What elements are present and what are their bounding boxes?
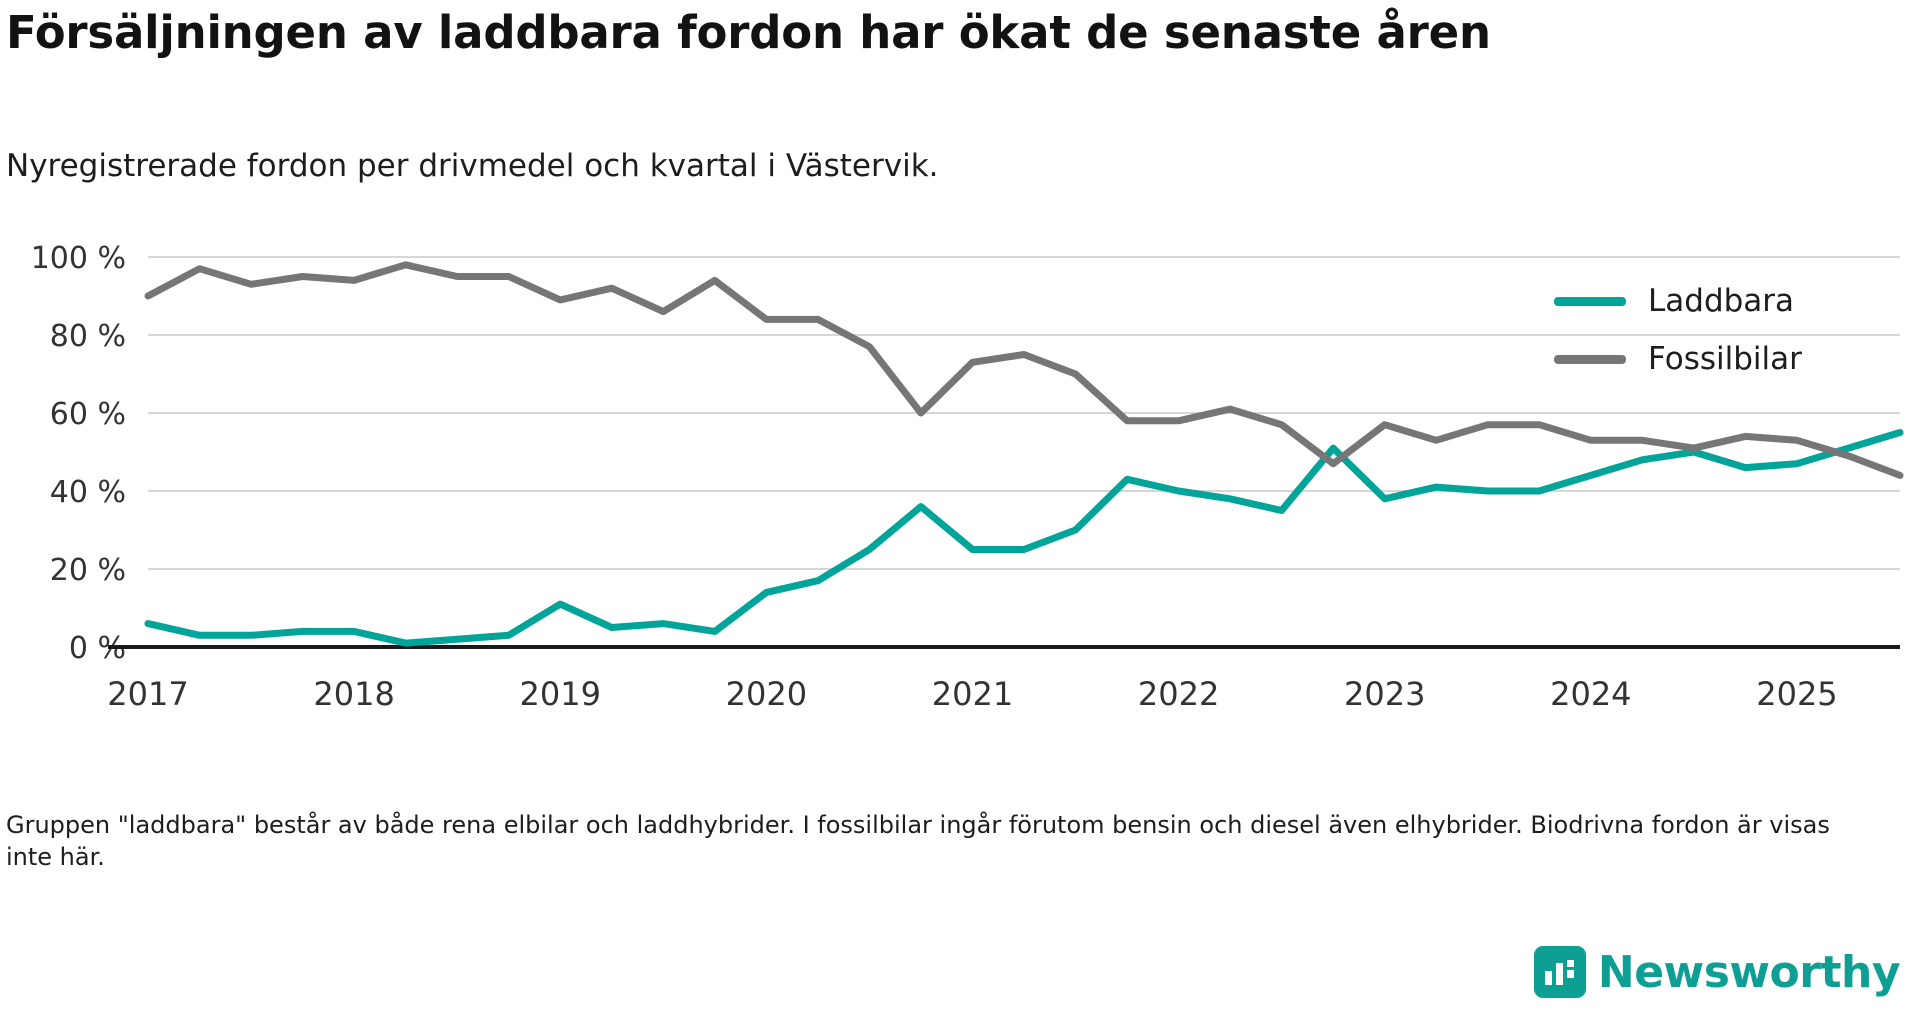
x-tick-label: 2022 xyxy=(1137,675,1220,713)
legend-swatch-fossilbilar xyxy=(1554,355,1626,364)
y-tick-label: 100 % xyxy=(30,241,126,276)
series-line-laddbara xyxy=(148,433,1900,644)
y-tick-label: 60 % xyxy=(49,397,126,432)
chart-legend xyxy=(1554,272,1884,388)
x-tick-label: 2019 xyxy=(519,675,601,713)
x-tick-label: 2021 xyxy=(931,675,1014,713)
y-tick-label: 40 % xyxy=(49,475,126,510)
x-tick-label: 2018 xyxy=(313,675,395,713)
brand-name: Newsworthy xyxy=(1597,946,1900,998)
legend-item-laddbara xyxy=(1554,272,1884,330)
x-tick-label: 2017 xyxy=(107,675,189,713)
y-tick-label: 80 % xyxy=(49,319,126,354)
legend-swatch-laddbara xyxy=(1554,297,1626,306)
chart-subtitle: Nyregistrerade fordon per drivmedel och kvartal i Västervik. xyxy=(6,148,939,184)
x-tick-label: 2025 xyxy=(1756,675,1838,713)
x-tick-label: 2020 xyxy=(725,675,808,713)
legend-label-laddbara: Laddbara xyxy=(1648,283,1795,319)
y-tick-label: 0 % xyxy=(68,631,126,666)
newsworthy-logo xyxy=(1534,946,1900,998)
y-tick-label: 20 % xyxy=(49,553,126,588)
bar-chart-icon xyxy=(1534,946,1586,998)
legend-label-fossilbilar: Fossilbilar xyxy=(1648,341,1802,377)
x-tick-label: 2023 xyxy=(1343,675,1426,713)
chart-footnote: Gruppen "laddbara" består av både rena elbilar och laddhybrider. I fossilbilar ingår förutom bensin och diesel även elhybrider. Biodrivna fordon är visas inte här. xyxy=(6,811,1830,871)
legend-item-fossilbilar xyxy=(1554,330,1884,388)
page-title: Försäljningen av laddbara fordon har ökat de senaste åren xyxy=(6,6,1491,59)
x-tick-label: 2024 xyxy=(1550,675,1632,713)
